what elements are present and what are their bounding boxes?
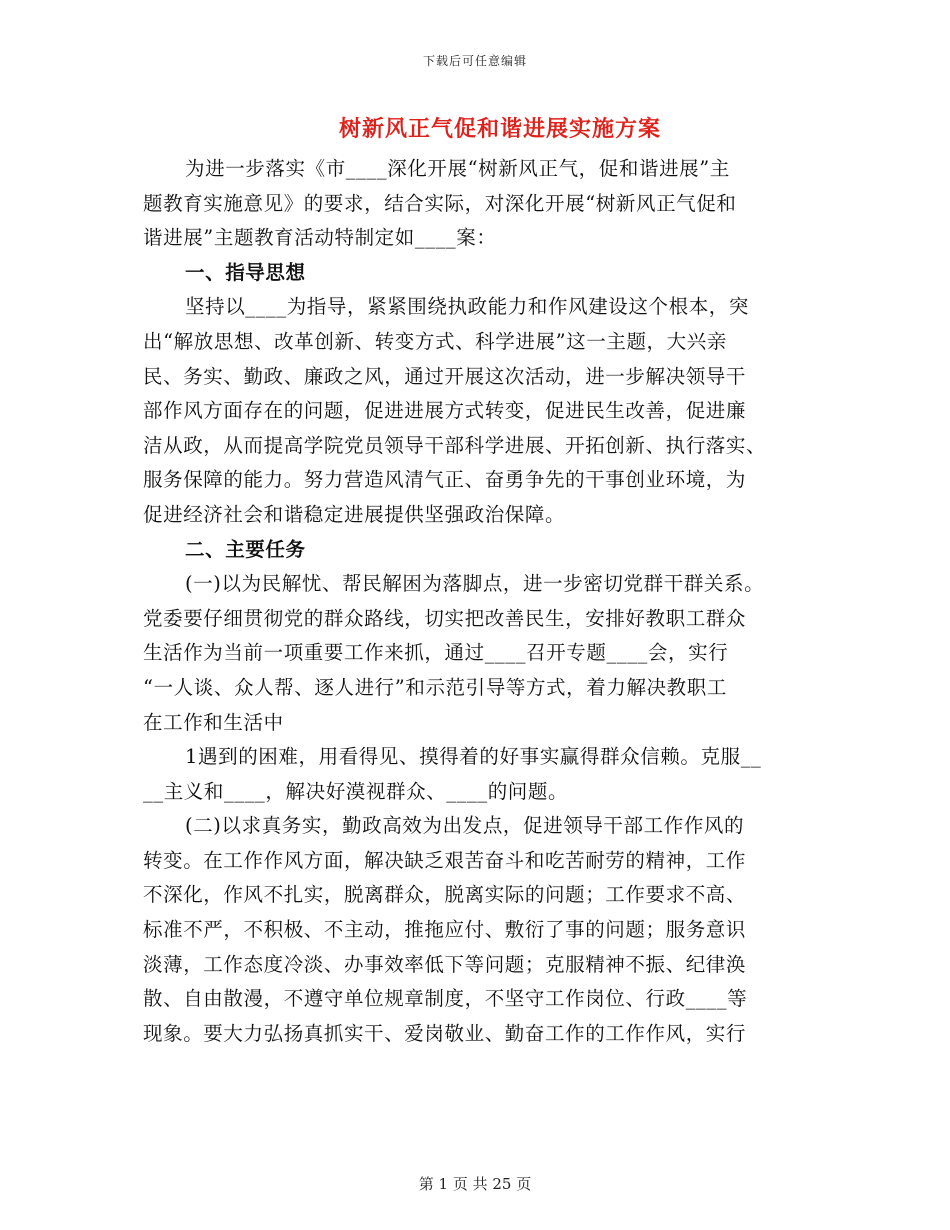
task1-line: 党委要仔细贯彻党的群众路线，切实把改善民生，安排好教职工群众: [143, 606, 747, 630]
document-title: 树新风正气促和谐进展实施方案: [338, 116, 661, 142]
section1-line: 部作风方面存在的问题，促进进展方式转变，促进民生改善，促进廉: [143, 399, 747, 423]
task1-line: 生活作为当前一项重要工作来抓，通过____召开专题____会，实行: [143, 641, 729, 665]
section1-line: 促进经济社会和谐稳定进展提供坚强政治保障。: [143, 502, 566, 526]
task1-line: “一人谈、众人帮、逐人进行”和示范引导等方式，着力解决教职工: [143, 675, 727, 699]
task2-line: 标准不严，不积极、不主动，推拖应付、敷衍了事的问题；服务意识: [143, 918, 747, 942]
task2-line: 淡薄，工作态度冷淡、办事效率低下等问题；克服精神不振、纪律涣: [143, 952, 747, 976]
task2-line: 散、自由散漫，不遵守单位规章制度，不坚守工作岗位、行政____等: [143, 987, 748, 1011]
page-number-footer: 第 1 页 共 25 页: [418, 1175, 532, 1193]
document-body: [143, 152, 823, 1051]
section1-line: 洁从政，从而提高学院党员领导干部科学进展、开拓创新、执行落实、: [143, 433, 767, 457]
task1-line: 在工作和生活中: [143, 710, 284, 734]
task2-line: (二)以求真务实，勤政高效为出发点，促进领导干部工作作风的: [185, 814, 745, 838]
intro-line: 为进一步落实《市____深化开展“树新风正气，促和谐进展”主: [185, 157, 730, 180]
section-heading-main-tasks: 二、主要任务: [185, 537, 306, 561]
intro-line: 谐进展”主题教育活动特制定如____案：: [143, 226, 497, 250]
task2-line: 不深化，作风不扎实，脱离群众，脱离实际的问题；工作要求不高、: [143, 883, 747, 907]
intro-line: 题教育实施意见》的要求，结合实际，对深化开展“树新风正气促和: [143, 191, 737, 215]
task1-line: (一)以为民解忧、帮民解困为落脚点，进一步密切党群干群关系。: [185, 572, 765, 596]
task1-cont-line: __主义和____，解决好漠视群众、____的问题。: [143, 779, 569, 803]
section1-line: 服务保障的能力。努力营造风清气正、奋勇争先的干事创业环境，为: [143, 468, 747, 492]
section1-line: 民、务实、勤政、廉政之风，通过开展这次活动，进一步解决领导干: [143, 364, 747, 388]
section1-line: 出“解放思想、改革创新、转变方式、科学进展”这一主题，大兴亲: [143, 329, 727, 353]
task2-line: 转变。在工作作风方面，解决缺乏艰苦奋斗和吃苦耐劳的精神，工作: [143, 848, 747, 872]
task1-cont-line: 1遇到的困难，用看得见、摸得着的好事实赢得群众信赖。克服__: [185, 745, 762, 769]
section-heading-guiding-thought: 一、指导思想: [185, 260, 306, 284]
page-header-note: 下载后可任意编辑: [422, 54, 527, 68]
task2-line: 现象。要大力弘扬真抓实干、爱岗敬业、勤奋工作的工作作风，实行: [143, 1021, 747, 1045]
section1-line: 坚持以____为指导，紧紧围绕执政能力和作风建设这个根本，突: [185, 295, 750, 319]
